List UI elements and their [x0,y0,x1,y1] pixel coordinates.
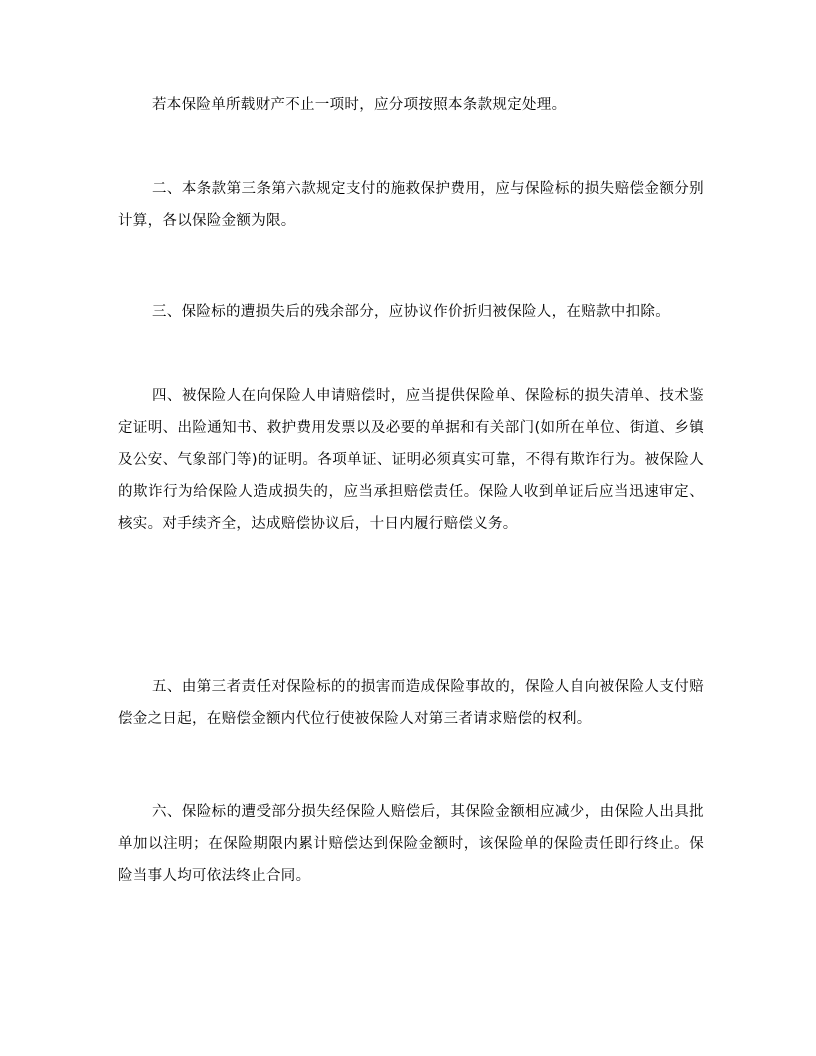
paragraph-clause-6-sum-reduction: 六、保险标的遭受部分损失经保险人赔偿后，其保险金额相应减少，由保险人出具批单加以注明；在保险期限内累计赔偿达到保险金额时，该保险单的保险责任即行终止。保险当事人均可依法终止合同。 [118,804,704,884]
paragraph-clause-4-claim-documents: 四、被保险人在向保险人申请赔偿时，应当提供保险单、保险标的损失清单、技术鉴定证明、出险通知书、救护费用发票以及必要的单据和有关部门(如所在单位、街道、乡镇及公安、气象部门等)的证明。各项单证、证明必须真实可靠，不得有欺诈行为。被保险人的欺诈行为给保险人造成损失的，应当承担赔偿责任。保险人收到单证后应当迅速审定、核实。对手续齐全，达成赔偿协议后，十日内履行赔偿义务。 [118,388,704,532]
paragraph-clause-5-subrogation: 五、由第三者责任对保险标的的损害而造成保险事故的，保险人自向被保险人支付赔偿金之日起，在赔偿金额内代位行使被保险人对第三者请求赔偿的权利。 [118,679,704,727]
paragraph-clause-2-rescue-costs: 二、本条款第三条第六款规定支付的施救保护费用，应与保险标的损失赔偿金额分别计算，各以保险金额为限。 [118,181,704,229]
paragraph-itemized-property: 若本保险单所载财产不止一项时，应分项按照本条款规定处理。 [152,97,567,113]
paragraph-clause-3-salvage: 三、保险标的遭损失后的残余部分，应协议作价折归被保险人，在赔款中扣除。 [152,304,670,320]
